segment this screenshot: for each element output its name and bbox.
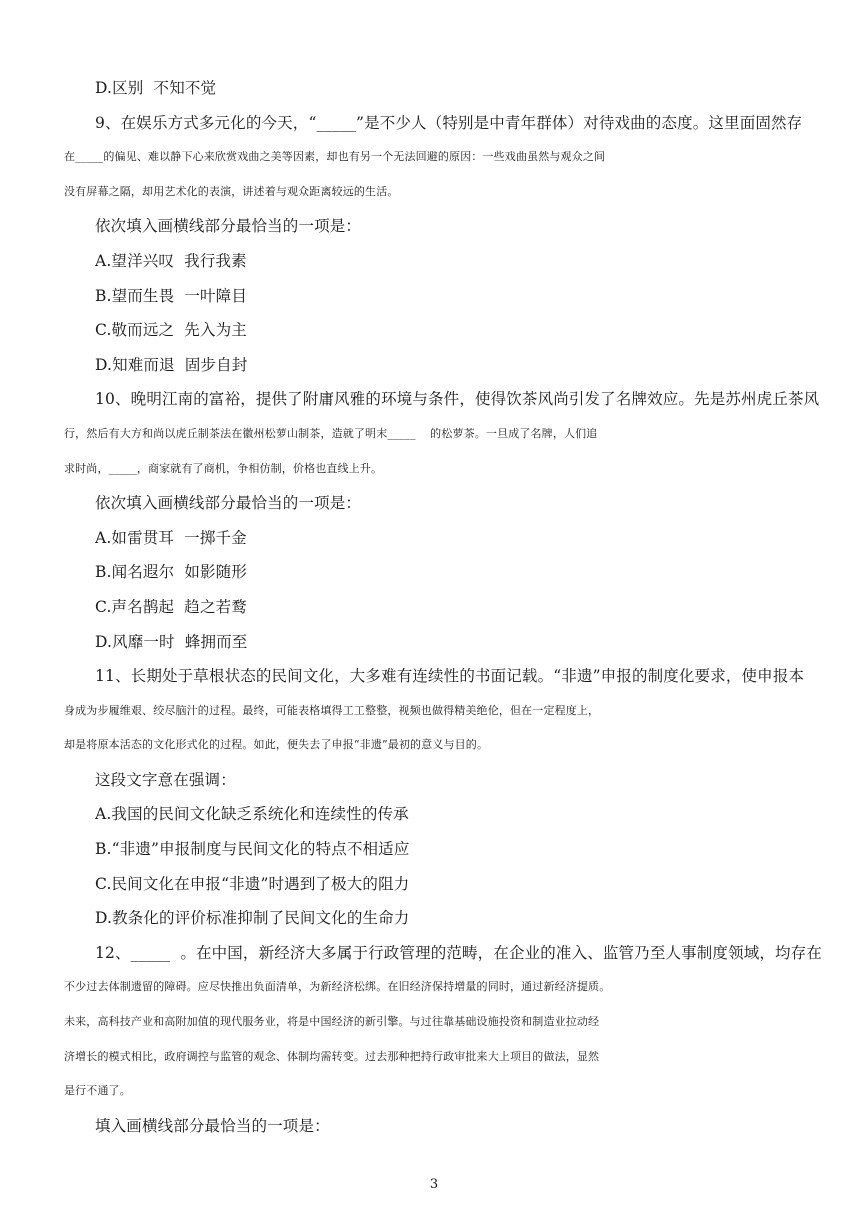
page-number: 3 (429, 1177, 439, 1192)
q10-line-3: 求时尚，_____，商家就有了商机，争相仿制，价格也直线上升。 (64, 461, 383, 475)
q12-line-2: 不少过去体制遗留的障碍。应尽快推出负面清单，为新经济松绑。在旧经济保持增量的同时，通过新经济提质。 (64, 980, 611, 994)
q11-option-c: C.民间文化在申报“非遗”时遇到了极大的阻力 (95, 874, 410, 893)
q10-line-2: 行，然后有大方和尚以虎丘制茶法在徽州松萝山制茶，造就了明末_____ 的松萝茶。一旦成了名牌，人们追 (64, 426, 598, 440)
q11-option-b: B.“非遗”申报制度与民间文化的特点不相适应 (95, 840, 410, 859)
q9-option-a: A.望洋兴叹 我行我素 (95, 251, 247, 270)
q10-line-1: 10、晚明江南的富裕，提供了附庸风雅的环境与条件，使得饮茶风尚引发了名牌效应。先是苏州虎丘茶风 (95, 390, 820, 409)
q9-prompt: 依次填入画横线部分最恰当的一项是： (95, 217, 362, 236)
q9-option-b: B.望而生畏 一叶障目 (95, 286, 247, 305)
page-content (64, 71, 822, 1143)
q9-option-d: D.知难而退 固步自封 (95, 355, 248, 374)
q12-prompt: 填入画横线部分最恰当的一项是： (95, 1116, 330, 1135)
q12-line-5: 是行不通了。 (64, 1084, 131, 1098)
q12-line-3: 未来，高科技产业和高附加值的现代服务业，将是中国经济的新引擎。与过往靠基础设施投资和制造业拉动经 (64, 1015, 600, 1029)
q10-option-c: C.声名鹊起 趋之若鹜 (95, 597, 247, 616)
q11-line-2: 身成为步履维艰、绞尽脑汁的过程。最终，可能表格填得工工整整，视频也做得精美绝伦，但在一定程度上， (64, 703, 600, 717)
q10-option-d: D.风靡一时 蜂拥而至 (95, 632, 248, 651)
q10-option-b: B.闻名遐尔 如影随形 (95, 563, 247, 582)
q10-option-a: A.如雷贯耳 一掷千金 (95, 528, 247, 547)
q9-line-2: 在_____的偏见、难以静下心来欣赏戏曲之美等因素，却也有另一个无法回避的原因：一些戏曲虽然与观众之间 (64, 150, 606, 164)
q11-option-a: A.我国的民间文化缺乏系统化和连续性的传承 (95, 805, 409, 824)
q8-option-d: D.区别 不知不觉 (95, 79, 217, 97)
q12-line-1: 12、_____ 。在中国，新经济大多属于行政管理的范畴，在企业的准入、监管乃至人事制度领域，均存在 (95, 943, 822, 962)
q12-line-4: 济增长的模式相比，政府调控与监管的观念、体制均需转变。过去那种把持行政审批来大上项目的做法，显然 (64, 1049, 600, 1063)
q11-line-3: 却是将原本活态的文化形式化的过程。如此，便失去了申报“非遗”最初的意义与目的。 (64, 738, 489, 752)
q11-line-1: 11、长期处于草根状态的民间文化，大多难有连续性的书面记载。“非遗”申报的制度化要求，使申报本 (95, 667, 805, 686)
q10-prompt: 依次填入画横线部分最恰当的一项是： (95, 494, 362, 513)
q9-option-c: C.敬而远之 先入为主 (95, 321, 247, 340)
q9-line-1: 9、在娱乐方式多元化的今天，“_____”是不少人（特别是中青年群体）对待戏曲的态度。这里面固然存 (95, 113, 803, 132)
q11-prompt: 这段文字意在强调： (95, 770, 236, 789)
q11-option-d: D.教条化的评价标准抑制了民间文化的生命力 (95, 909, 410, 928)
q9-line-3: 没有屏幕之隔，却用艺术化的表演，讲述着与观众距离较远的生活。 (64, 184, 399, 198)
